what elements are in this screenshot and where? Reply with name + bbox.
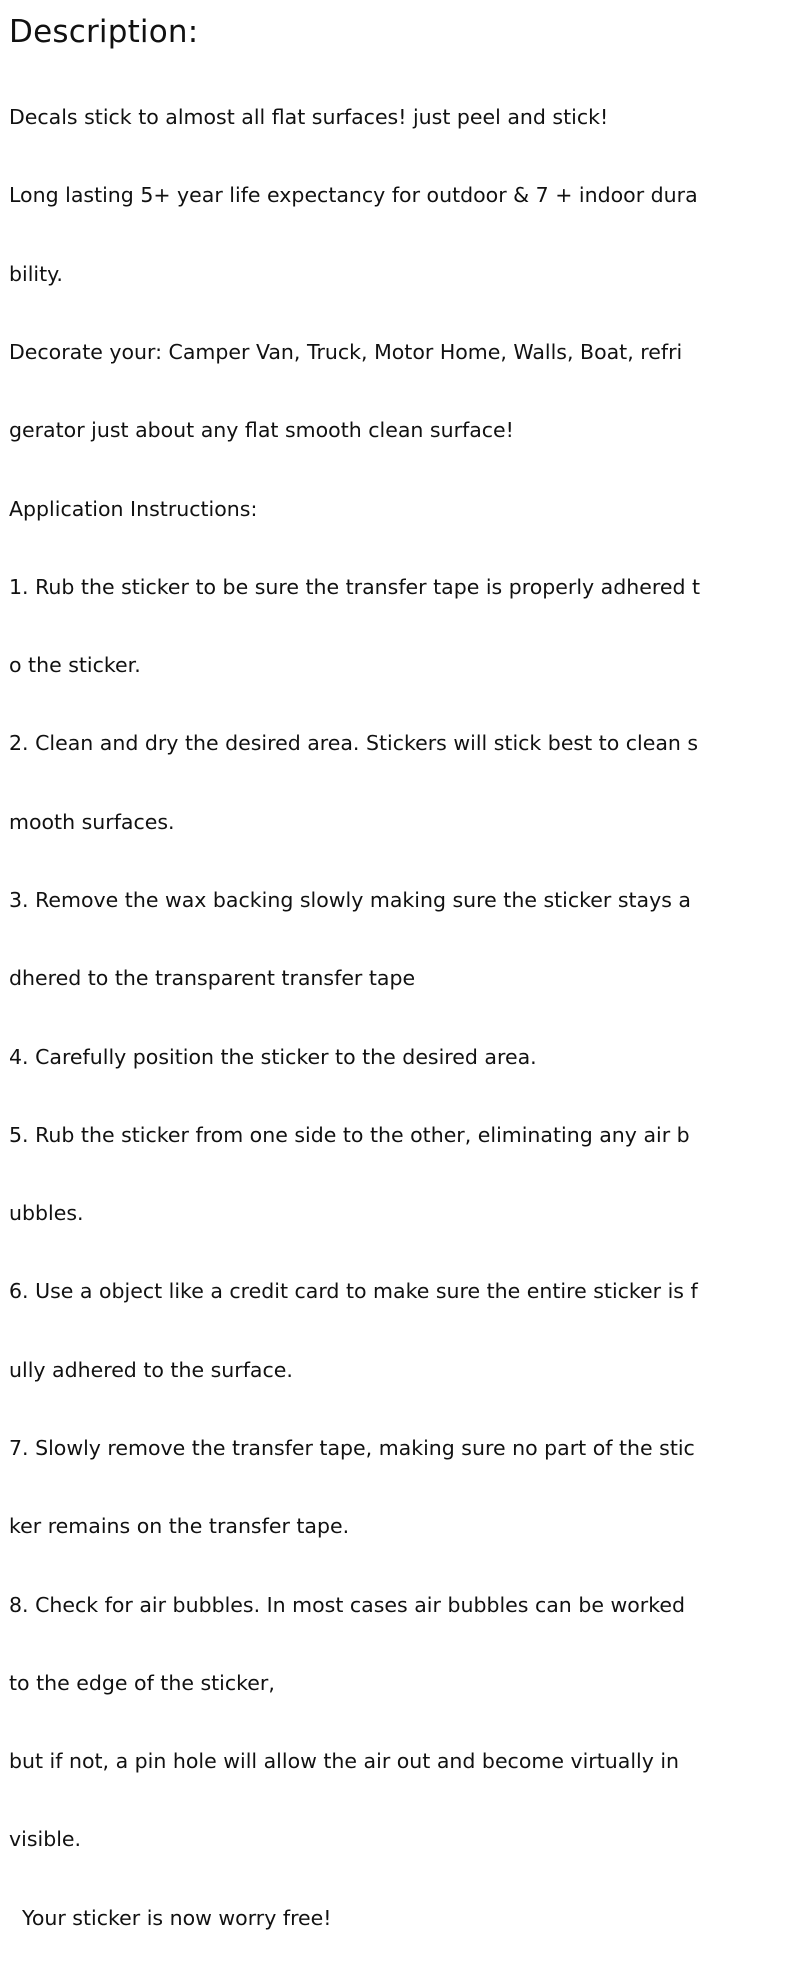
instruction-step: 7. Slowly remove the transfer tape, making sure no part of the stic bbox=[9, 1435, 695, 1460]
text-line: Decals stick to almost all flat surfaces! just peel and stick! bbox=[9, 105, 609, 130]
instruction-step: but if not, a pin hole will allow the air out and become virtually in bbox=[9, 1749, 680, 1774]
description-body bbox=[9, 52, 794, 1983]
closing-line: Your sticker is now worry free! bbox=[9, 1905, 332, 1930]
instruction-step: to the edge of the sticker, bbox=[9, 1670, 275, 1695]
instruction-step: 8. Check for air bubbles. In most cases air bubbles can be worked bbox=[9, 1592, 685, 1617]
text-line: bility. bbox=[9, 261, 63, 286]
text-line: Long lasting 5+ year life expectancy for outdoor & 7 + indoor dura bbox=[9, 183, 698, 208]
instruction-step: 4. Carefully position the sticker to the desired area. bbox=[9, 1044, 537, 1069]
instruction-step: dhered to the transparent transfer tape bbox=[9, 966, 416, 991]
instruction-step: 5. Rub the sticker from one side to the other, eliminating any air b bbox=[9, 1122, 690, 1147]
instruction-step: ully adhered to the surface. bbox=[9, 1357, 293, 1382]
instruction-step: ubbles. bbox=[9, 1201, 84, 1226]
text-line: gerator just about any flat smooth clean surface! bbox=[9, 418, 514, 443]
instruction-step: 6. Use a object like a credit card to make sure the entire sticker is f bbox=[9, 1279, 698, 1304]
instruction-step: 2. Clean and dry the desired area. Stickers will stick best to clean s bbox=[9, 731, 699, 756]
instruction-step: visible. bbox=[9, 1827, 82, 1852]
instruction-step: 3. Remove the wax backing slowly making sure the sticker stays a bbox=[9, 888, 691, 912]
instruction-step: o the sticker. bbox=[9, 653, 141, 678]
instruction-step: 1. Rub the sticker to be sure the transfer tape is properly adhered t bbox=[9, 574, 701, 599]
instruction-step: mooth surfaces. bbox=[9, 809, 175, 834]
instruction-step: ker remains on the transfer tape. bbox=[9, 1514, 350, 1539]
section-heading: Application Instructions: bbox=[9, 496, 258, 521]
page-title: Description: bbox=[9, 14, 199, 50]
text-line: Decorate your: Camper Van, Truck, Motor Home, Walls, Boat, refri bbox=[9, 340, 683, 365]
